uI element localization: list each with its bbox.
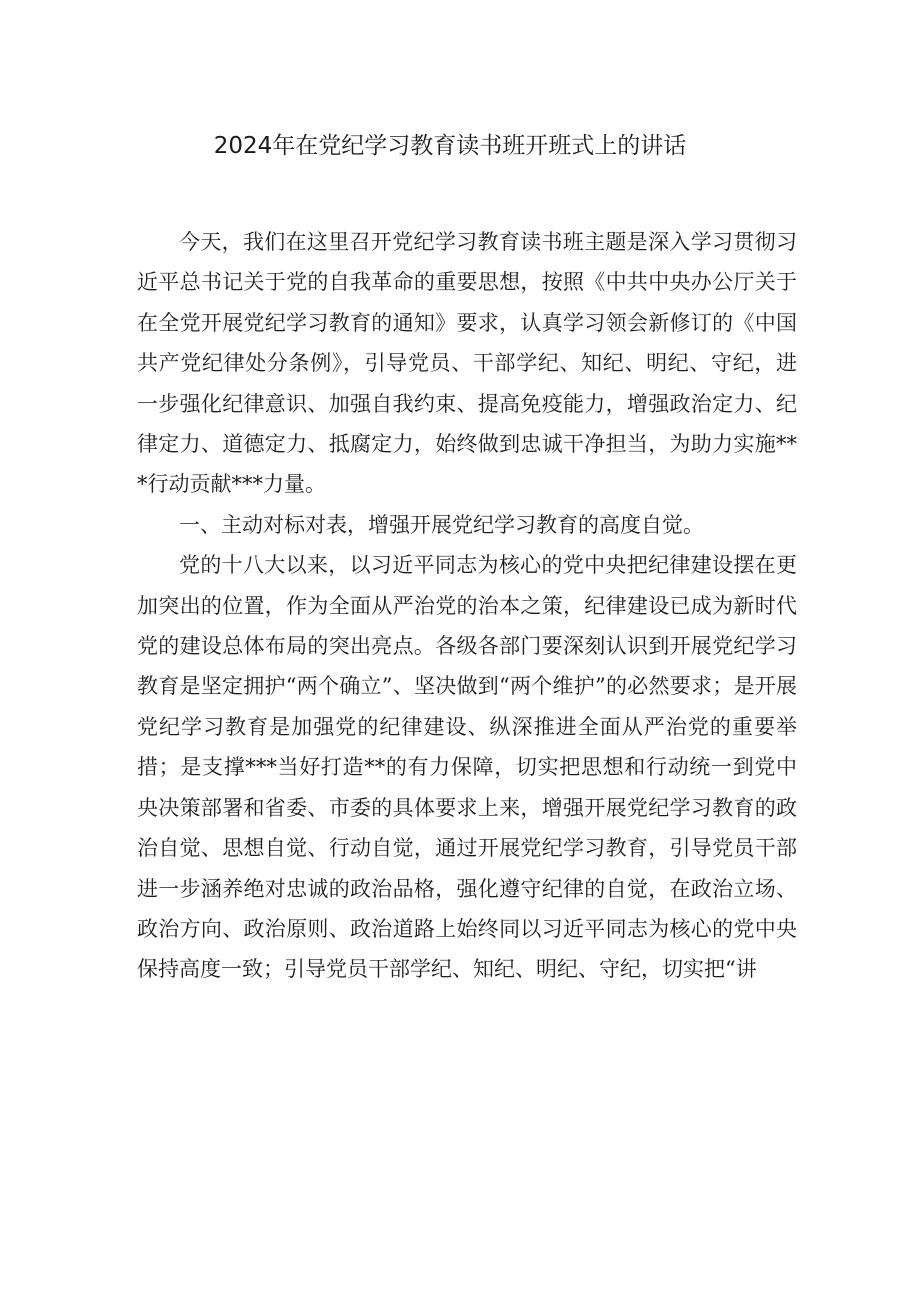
section-heading-1: 一、主动对标对表，增强开展党纪学习教育的高度自觉。 — [179, 512, 704, 537]
paragraph-section-1: 党的十八大以来，以习近平同志为核心的党中央把纪律建设摆在更加突出的位置，作为全面从严治党的治本之策，纪律建设已成为新时代党的建设总体布局的突出亮点。各级各部门要深刻认识到开展党纪学习教育是坚定拥护“两个确立”、坚决做到“两个维护”的必然要求；是开展党纪学习教育是加强党的纪律建设、纵深推进全面从严治党的重要举措；是支撑***当好打造**的有力保障，切实把思想和行动统一到党中央决策部署和省委、市委的具体要求上来，增强开展党纪学习教育的政治自觉、思想自觉、行动自觉，通过开展党纪学习教育，引导党员干部进一步涵养绝对忠诚的政治品格，强化遵守纪律的自觉，在政治立场、政治方向、政治原则、政治道路上始终同以习近平同志为核心的党中央保持高度一致；引导党员干部学纪、知纪、明纪、守纪，切实把“讲 — [137, 553, 797, 982]
paragraph-intro: 今天，我们在这里召开党纪学习教育读书班主题是深入学习贯彻习近平总书记关于党的自我革命的重要思想，按照《中共中央办公厅关于在全党开展党纪学习教育的通知》要求，认真学习领会新修订的《中国共产党纪律处分条例》，引导党员、干部学纪、知纪、明纪、守纪，进一步强化纪律意识、加强自我约束、提高免疫能力，增强政治定力、纪律定力、道德定力、抵腐定力，始终做到忠诚干净担当，为助力实施***行动贡献***力量。 — [137, 230, 797, 497]
document-title: 2024年在党纪学习教育读书班开班式上的讲话 — [213, 133, 687, 159]
document-body — [137, 222, 797, 990]
